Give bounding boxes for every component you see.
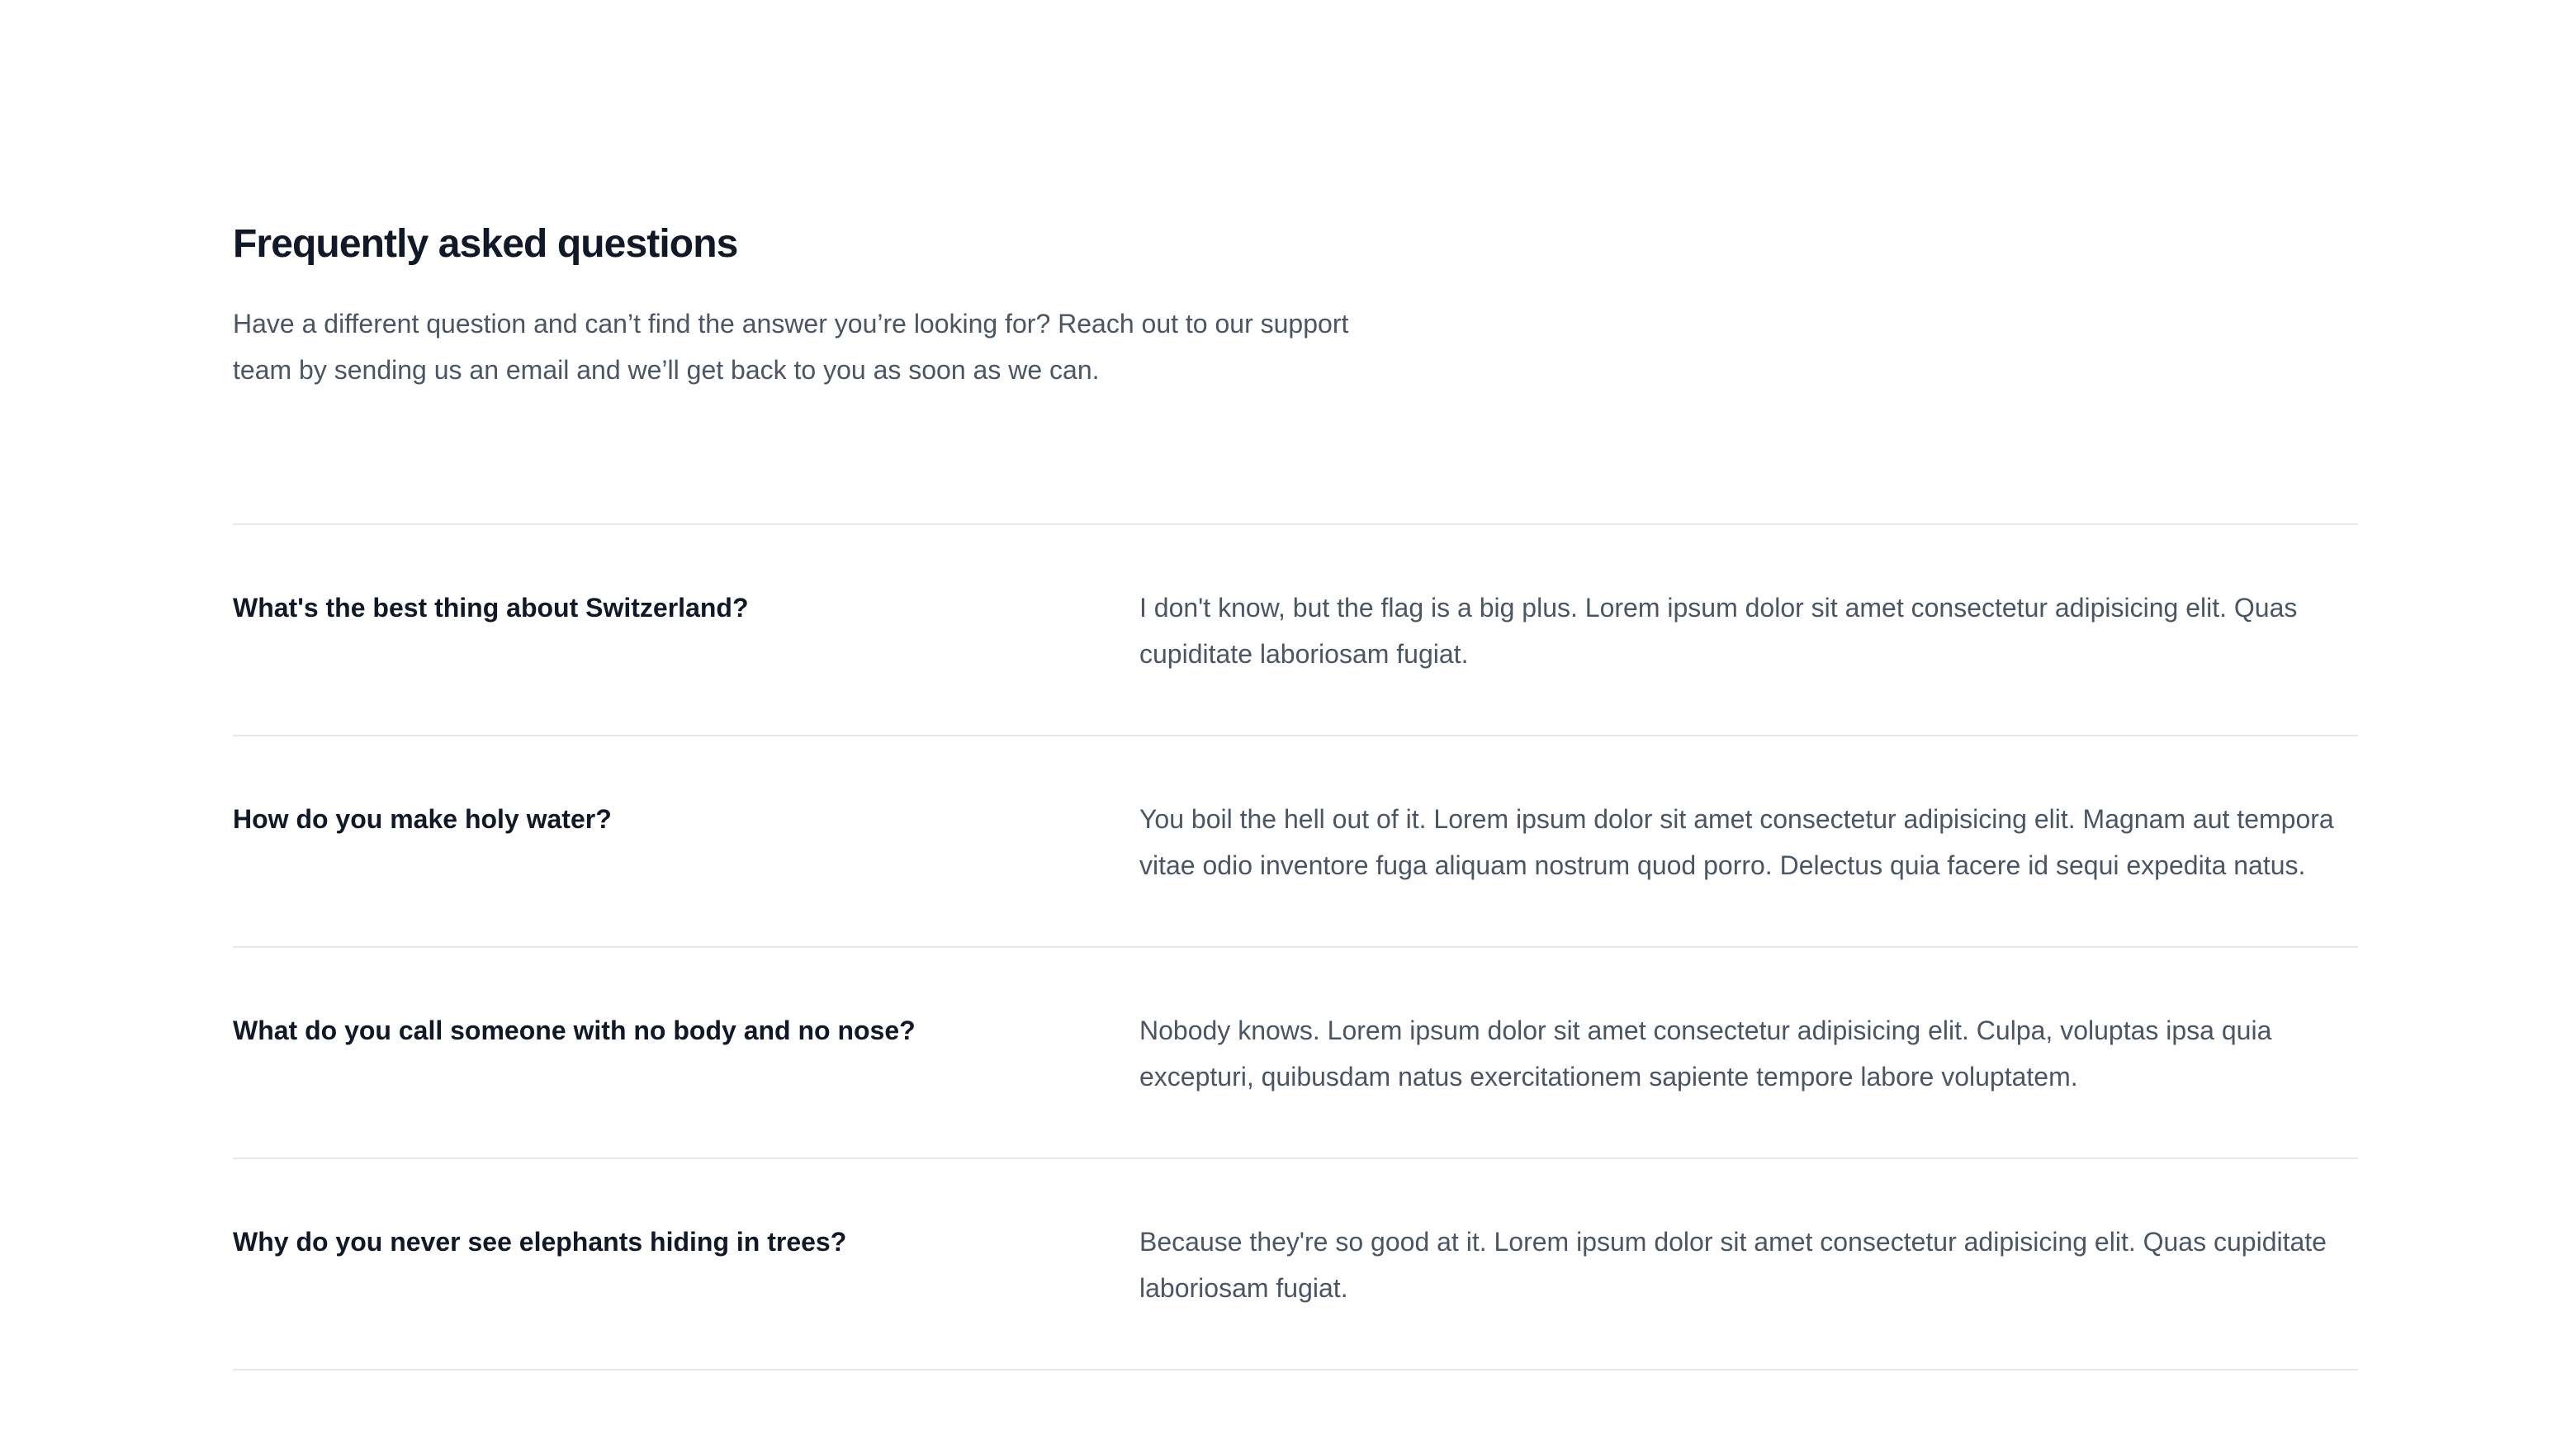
faq-item xyxy=(233,736,2358,948)
faq-title: Frequently asked questions xyxy=(233,222,738,266)
faq-item xyxy=(233,1159,2358,1371)
faq-answer: Because they're so good at it. Lorem ipsum dolor sit amet consectetur adipisicing elit. Quas cupiditate laboriosam fugiat. xyxy=(1139,1227,2327,1303)
faq-question: Why do you never see elephants hiding in trees? xyxy=(233,1227,847,1257)
faq-list xyxy=(233,523,2358,1371)
faq-item xyxy=(233,948,2358,1159)
faq-answer: You boil the hell out of it. Lorem ipsum dolor sit amet consectetur adipisicing elit. Magnam aut tempora vitae odio inventore fuga aliquam nostrum quod porro. Delectus quia facere id sequi expedita natus. xyxy=(1139,804,2334,880)
faq-answer: Nobody knows. Lorem ipsum dolor sit amet consectetur adipisicing elit. Culpa, voluptas ipsa quia excepturi, quibusdam natus exercitationem sapiente tempore labore voluptatem. xyxy=(1139,1016,2272,1091)
faq-question: What do you call someone with no body and no nose? xyxy=(233,1016,916,1045)
faq-answer: I don't know, but the flag is a big plus. Lorem ipsum dolor sit amet consectetur adipisicing elit. Quas cupiditate laboriosam fugiat. xyxy=(1139,593,2298,669)
faq-section xyxy=(233,211,2358,1371)
faq-question: How do you make holy water? xyxy=(233,804,612,834)
faq-question: What's the best thing about Switzerland? xyxy=(233,593,749,623)
faq-intro: Have a different question and can’t find the answer you’re looking for? Reach out to our support team by sending us an email and we’ll get back to you as soon as we can. xyxy=(233,309,1349,385)
faq-item xyxy=(233,525,2358,736)
